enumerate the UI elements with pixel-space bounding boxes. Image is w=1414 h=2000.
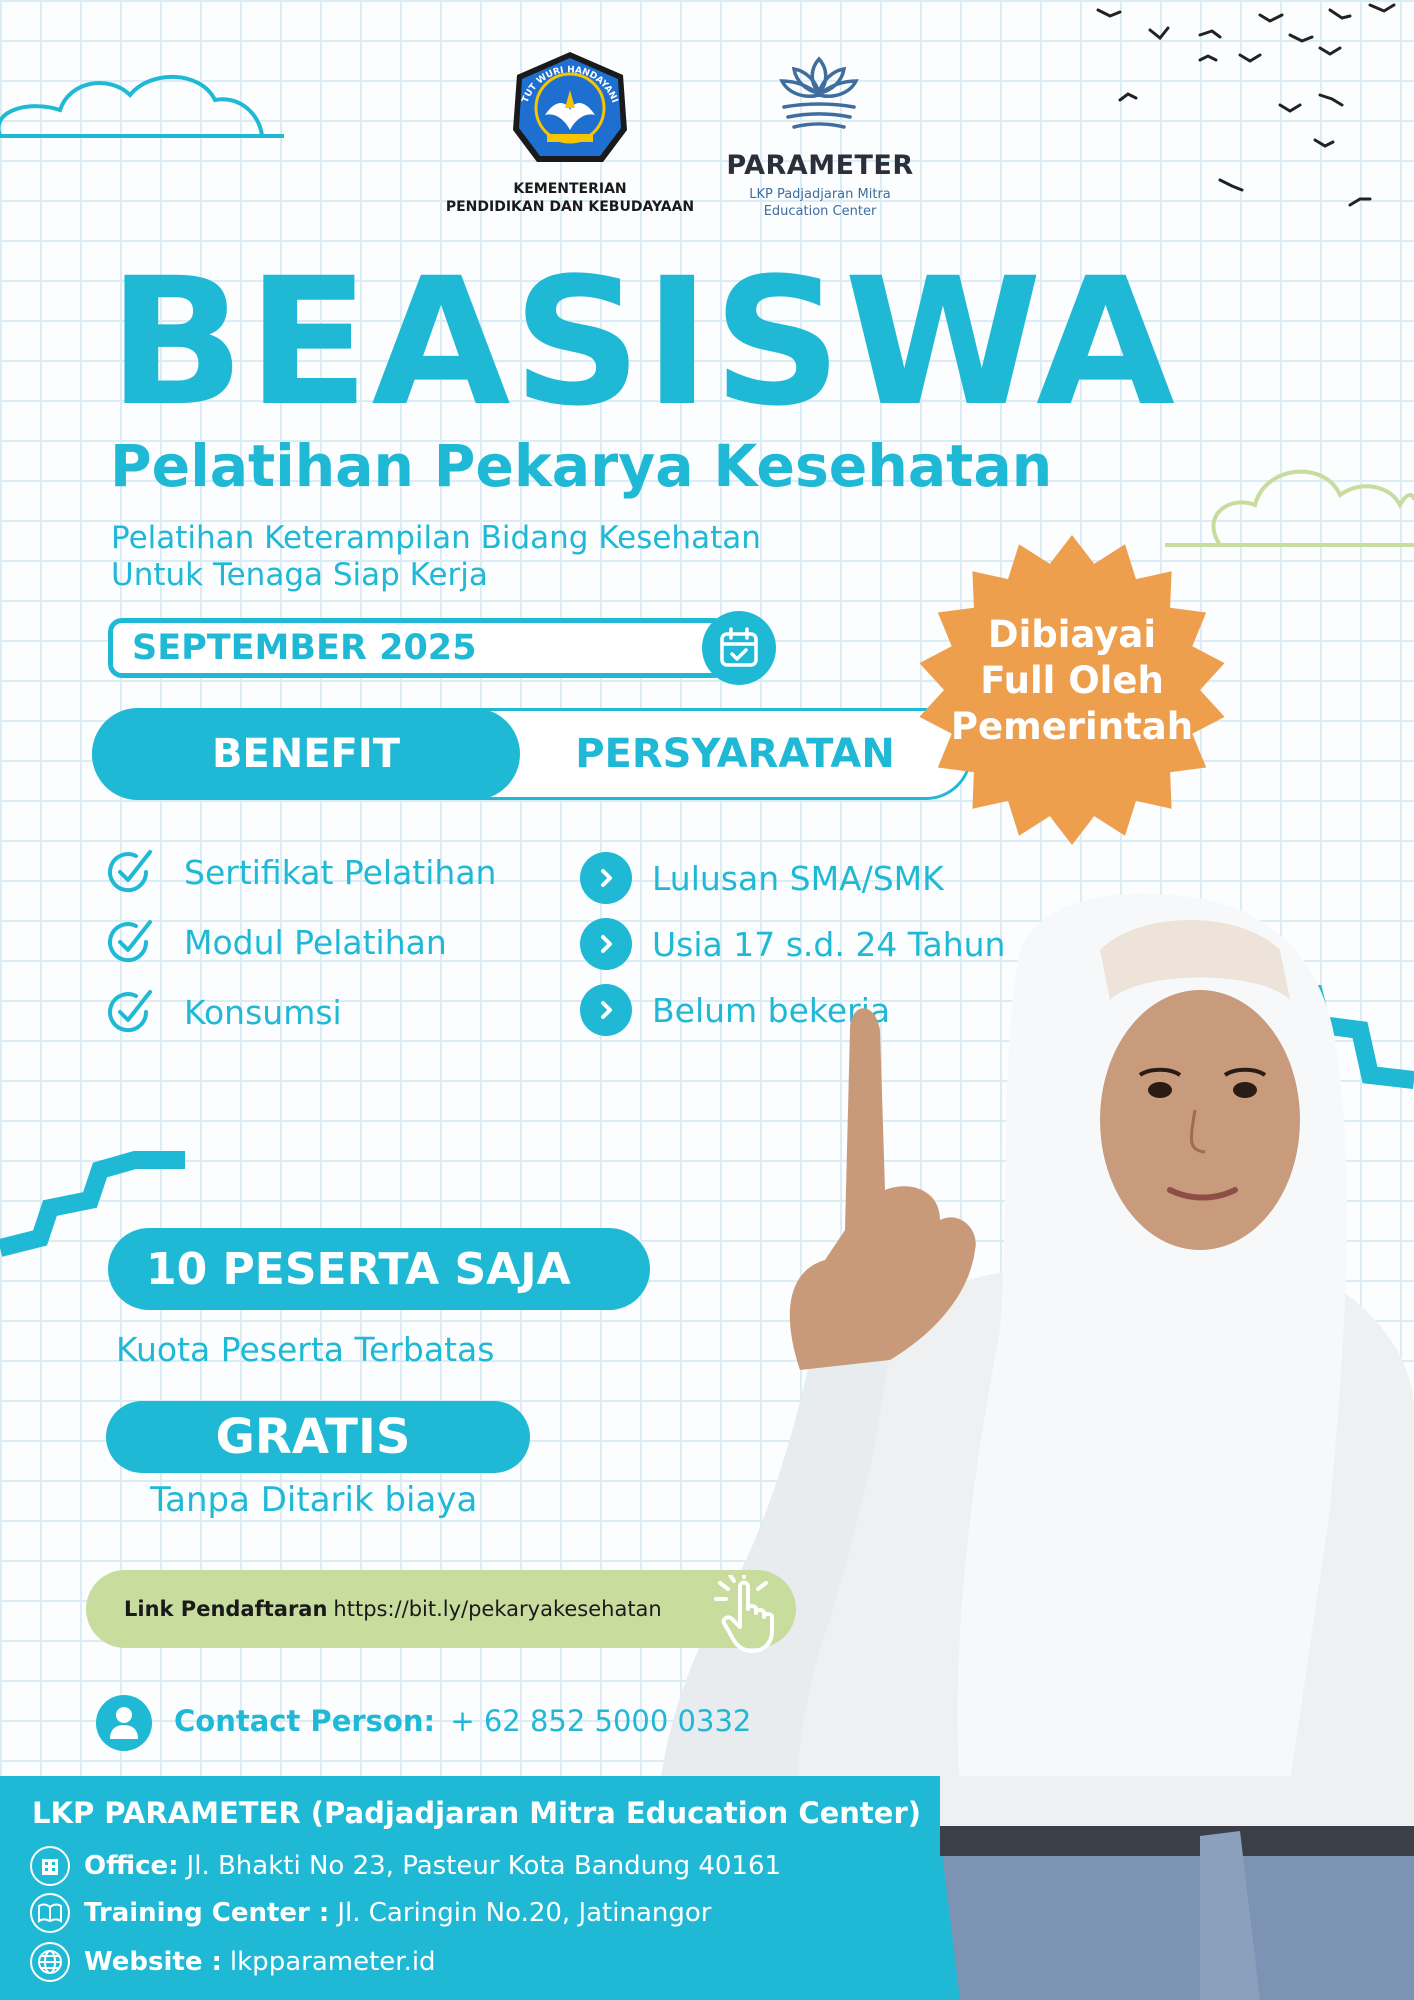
check-icon xyxy=(106,918,154,966)
kemdikbud-name xyxy=(420,180,720,216)
description-line1: Pelatihan Keterampilan Bidang Kesehatan xyxy=(111,520,761,556)
requirement-label: Belum bekerja xyxy=(652,990,891,1030)
student-photo-lower xyxy=(940,1776,1414,2000)
benefit-item xyxy=(106,988,342,1036)
training-value: Jl. Caringin No.20, Jatinangor xyxy=(337,1898,712,1928)
quota-pill: 10 PESERTA SAJA xyxy=(108,1228,650,1310)
benefit-label: Konsumsi xyxy=(184,992,342,1032)
benefit-label: Sertifikat Pelatihan xyxy=(184,852,497,892)
hand-pointer-icon xyxy=(710,1575,790,1655)
svg-text:TUT WURI HANDAYANI: TUT WURI HANDAYANI xyxy=(520,65,620,105)
kemdikbud-motto xyxy=(505,54,635,114)
parameter-lotus-logo xyxy=(776,55,862,141)
date-label: SEPTEMBER 2025 xyxy=(132,628,477,668)
tab-benefit[interactable]: BENEFIT xyxy=(92,708,520,800)
check-icon xyxy=(106,848,154,896)
parameter-name: PARAMETER xyxy=(726,150,914,181)
chevron-right-icon xyxy=(580,918,632,970)
website-value[interactable]: lkpparameter.id xyxy=(229,1947,436,1977)
parameter-subtitle xyxy=(720,186,920,220)
parameter-sub-line2: Education Center xyxy=(763,204,877,219)
calendar-icon xyxy=(702,611,776,685)
globe-icon xyxy=(30,1942,70,1982)
parameter-sub-line1: LKP Padjadjaran Mitra xyxy=(749,187,891,202)
birds-decoration xyxy=(1090,0,1414,220)
building-icon xyxy=(30,1846,70,1886)
tab-persyaratan[interactable]: PERSYARATAN xyxy=(575,731,895,777)
requirement-label: Lulusan SMA/SMK xyxy=(652,858,944,898)
book-icon xyxy=(30,1893,70,1933)
contact-label: Contact Person: xyxy=(174,1704,436,1738)
office-label: Office: xyxy=(84,1851,179,1881)
registration-link[interactable] xyxy=(86,1570,796,1648)
subtitle: Pelatihan Pekarya Kesehatan xyxy=(110,432,1053,500)
training-label: Training Center : xyxy=(84,1898,330,1928)
cloud-outline-left xyxy=(0,50,290,150)
funding-badge-text xyxy=(922,612,1222,750)
gratis-pill: GRATIS xyxy=(106,1401,530,1473)
footer-training xyxy=(30,1893,711,1933)
office-value: Jl. Bhakti No 23, Pasteur Kota Bandung 40161 xyxy=(186,1851,782,1881)
chevron-right-icon xyxy=(580,852,632,904)
description-line2: Untuk Tenaga Siap Kerja xyxy=(111,557,488,593)
badge-line2: Full Oleh xyxy=(980,659,1164,702)
benefit-item xyxy=(106,918,447,966)
check-icon xyxy=(106,988,154,1036)
footer-website xyxy=(30,1942,436,1982)
kemdikbud-name-line2: PENDIDIKAN DAN KEBUDAYAAN xyxy=(445,199,695,215)
registration-url[interactable]: https://bit.ly/pekaryakesehatan xyxy=(333,1597,662,1621)
registration-label: Link Pendaftaran xyxy=(124,1597,328,1621)
user-icon xyxy=(96,1695,152,1751)
contact-value[interactable]: + 62 852 5000 0332 xyxy=(450,1704,752,1738)
requirement-label: Usia 17 s.d. 24 Tahun xyxy=(652,924,1006,964)
main-title: BEASISWA xyxy=(108,240,1177,445)
benefit-item xyxy=(106,848,496,896)
kemdikbud-name-line1: KEMENTERIAN xyxy=(513,181,627,197)
footer-title: LKP PARAMETER (Padjadjaran Mitra Education Center) xyxy=(32,1796,922,1830)
footer-office xyxy=(30,1846,781,1886)
website-label: Website : xyxy=(84,1947,222,1977)
contact-person xyxy=(174,1704,751,1738)
quota-subtitle: Kuota Peserta Terbatas xyxy=(116,1330,495,1369)
badge-line3: Pemerintah xyxy=(950,705,1194,748)
benefit-label: Modul Pelatihan xyxy=(184,922,447,962)
chevron-right-icon xyxy=(580,984,632,1036)
badge-line1: Dibiayai xyxy=(987,613,1157,656)
gratis-subtitle: Tanpa Ditarik biaya xyxy=(150,1480,478,1520)
